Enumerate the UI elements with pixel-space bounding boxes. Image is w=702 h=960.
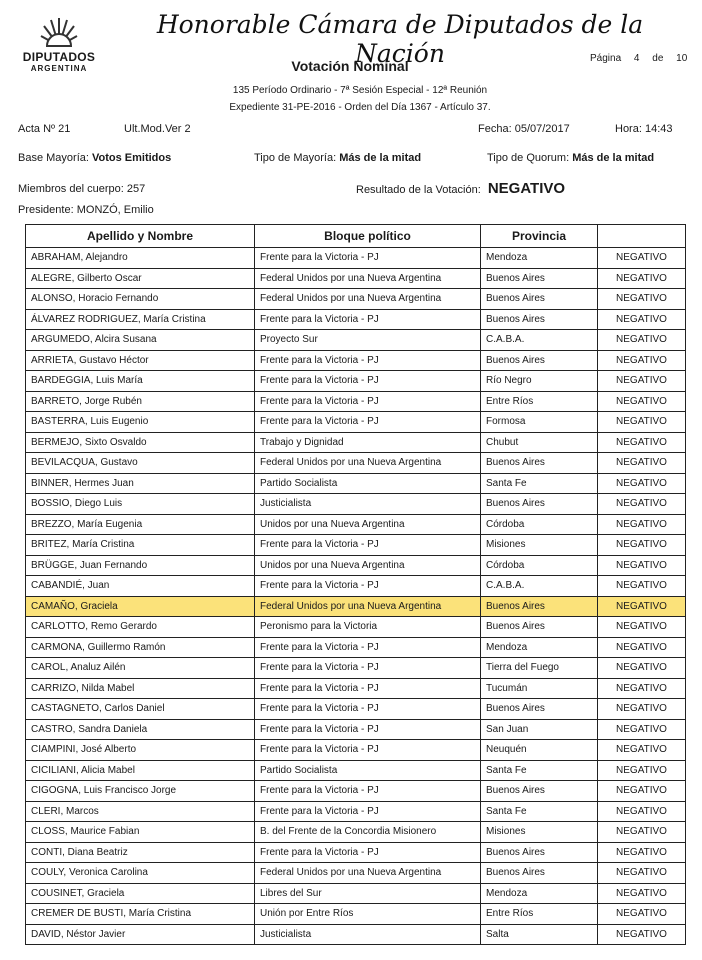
cell-bloque: Trabajo y Dignidad — [255, 432, 481, 453]
table-row — [26, 576, 686, 597]
cell-bloque: Libres del Sur — [255, 883, 481, 904]
table-row — [26, 350, 686, 371]
cell-provincia: Mendoza — [481, 248, 598, 269]
fecha-label: Fecha: — [478, 123, 512, 135]
cell-voto: NEGATIVO — [598, 596, 686, 617]
chamber-name: Honorable Cámara de Diputados de la Nación — [156, 10, 644, 68]
presidente-value: MONZÓ, Emilio — [76, 204, 154, 216]
cell-bloque: Partido Socialista — [255, 473, 481, 494]
table-row — [26, 781, 686, 802]
cell-bloque: Partido Socialista — [255, 760, 481, 781]
cell-bloque: Frente para la Victoria - PJ — [255, 658, 481, 679]
cell-voto: NEGATIVO — [598, 494, 686, 515]
cell-voto: NEGATIVO — [598, 842, 686, 863]
presidente-label: Presidente: — [18, 204, 74, 216]
cell-bloque: Frente para la Victoria - PJ — [255, 842, 481, 863]
cell-nombre: BRÜGGE, Juan Fernando — [26, 555, 255, 576]
cell-provincia: Santa Fe — [481, 473, 598, 494]
table-row — [26, 658, 686, 679]
cell-voto: NEGATIVO — [598, 637, 686, 658]
table-row — [26, 289, 686, 310]
cell-nombre: CARRIZO, Nilda Mabel — [26, 678, 255, 699]
cell-nombre: ABRAHAM, Alejandro — [26, 248, 255, 269]
expediente-info: Expediente 31-PE-2016 - Orden del Día 1367 - Artículo 37. — [229, 102, 491, 113]
table-row — [26, 740, 686, 761]
cell-bloque: Frente para la Victoria - PJ — [255, 535, 481, 556]
tipo-quorum-label: Tipo de Quorum: — [487, 152, 570, 164]
cell-voto: NEGATIVO — [598, 350, 686, 371]
document-title: Votación Nominal — [291, 58, 409, 74]
tipo-quorum-value: Más de la mitad — [572, 152, 655, 164]
cell-voto: NEGATIVO — [598, 822, 686, 843]
cell-provincia: Buenos Aires — [481, 494, 598, 515]
sun-rays-icon — [40, 14, 78, 48]
cell-voto: NEGATIVO — [598, 268, 686, 289]
cell-voto: NEGATIVO — [598, 248, 686, 269]
cell-voto: NEGATIVO — [598, 801, 686, 822]
cell-bloque: Frente para la Victoria - PJ — [255, 678, 481, 699]
cell-provincia: Mendoza — [481, 883, 598, 904]
cell-voto: NEGATIVO — [598, 883, 686, 904]
cell-nombre: CIAMPINI, José Alberto — [26, 740, 255, 761]
acta-number: Acta Nº 21 — [18, 123, 71, 135]
table-row — [26, 555, 686, 576]
table-row — [26, 268, 686, 289]
cell-bloque: Frente para la Victoria - PJ — [255, 412, 481, 433]
cell-nombre: ARRIETA, Gustavo Héctor — [26, 350, 255, 371]
chamber-logo — [14, 14, 104, 76]
miembros-label: Miembros del cuerpo: — [18, 183, 124, 195]
tipo-mayoria — [254, 152, 421, 164]
miembros-value: 257 — [126, 183, 146, 195]
table-row — [26, 514, 686, 535]
table-row — [26, 535, 686, 556]
cell-nombre: CIGOGNA, Luis Francisco Jorge — [26, 781, 255, 802]
cell-nombre: CABANDIÉ, Juan — [26, 576, 255, 597]
cell-voto: NEGATIVO — [598, 289, 686, 310]
cell-bloque: Federal Unidos por una Nueva Argentina — [255, 863, 481, 884]
cell-bloque: Frente para la Victoria - PJ — [255, 248, 481, 269]
cell-provincia: Buenos Aires — [481, 289, 598, 310]
cell-voto: NEGATIVO — [598, 371, 686, 392]
tipo-mayoria-value: Más de la mitad — [339, 152, 422, 164]
cell-voto: NEGATIVO — [598, 330, 686, 351]
cell-provincia: C.A.B.A. — [481, 330, 598, 351]
resultado-label: Resultado de la Votación: — [356, 184, 481, 196]
cell-provincia: Formosa — [481, 412, 598, 433]
cell-provincia: Buenos Aires — [481, 863, 598, 884]
cell-nombre: CREMER DE BUSTI, María Cristina — [26, 904, 255, 925]
header-voto — [598, 225, 686, 248]
cell-voto: NEGATIVO — [598, 535, 686, 556]
logo-text-argentina: ARGENTINA — [30, 64, 88, 73]
cell-voto: NEGATIVO — [598, 904, 686, 925]
table-row — [26, 637, 686, 658]
cell-bloque: Frente para la Victoria - PJ — [255, 740, 481, 761]
table-row — [26, 473, 686, 494]
cell-bloque: Unidos por una Nueva Argentina — [255, 555, 481, 576]
cell-voto: NEGATIVO — [598, 863, 686, 884]
cell-voto: NEGATIVO — [598, 432, 686, 453]
cell-nombre: CICILIANI, Alicia Mabel — [26, 760, 255, 781]
cell-provincia: Chubut — [481, 432, 598, 453]
base-mayoria — [18, 152, 171, 164]
hora — [615, 123, 673, 135]
cell-bloque: Frente para la Victoria - PJ — [255, 699, 481, 720]
cell-voto: NEGATIVO — [598, 699, 686, 720]
cell-voto: NEGATIVO — [598, 678, 686, 699]
cell-voto: NEGATIVO — [598, 658, 686, 679]
presidente — [18, 204, 154, 216]
table-row — [26, 719, 686, 740]
cell-bloque: Peronismo para la Victoria — [255, 617, 481, 638]
cell-provincia: Buenos Aires — [481, 596, 598, 617]
resultado — [356, 180, 565, 197]
cell-nombre: CARMONA, Guillermo Ramón — [26, 637, 255, 658]
cell-provincia: Buenos Aires — [481, 842, 598, 863]
tipo-mayoria-label: Tipo de Mayoría: — [254, 152, 337, 164]
cell-provincia: Santa Fe — [481, 760, 598, 781]
cell-nombre: BEVILACQUA, Gustavo — [26, 453, 255, 474]
table-row — [26, 309, 686, 330]
cell-provincia: Tierra del Fuego — [481, 658, 598, 679]
cell-provincia: Misiones — [481, 822, 598, 843]
cell-provincia: San Juan — [481, 719, 598, 740]
session-info: 135 Período Ordinario - 7ª Sesión Especial - 12ª Reunión — [232, 85, 488, 96]
page-separator: de — [652, 53, 664, 64]
cell-nombre: BRITEZ, María Cristina — [26, 535, 255, 556]
cell-nombre: BARDEGGIA, Luis María — [26, 371, 255, 392]
cell-bloque: Frente para la Victoria - PJ — [255, 371, 481, 392]
resultado-value: NEGATIVO — [487, 180, 566, 197]
cell-bloque: Frente para la Victoria - PJ — [255, 801, 481, 822]
cell-voto: NEGATIVO — [598, 391, 686, 412]
hora-value: 14:43 — [644, 123, 673, 135]
cell-provincia: Buenos Aires — [481, 617, 598, 638]
cell-bloque: Federal Unidos por una Nueva Argentina — [255, 453, 481, 474]
page-indicator — [590, 53, 697, 64]
fecha-value: 05/07/2017 — [514, 123, 570, 135]
cell-provincia: Córdoba — [481, 514, 598, 535]
cell-nombre: CAROL, Analuz Ailén — [26, 658, 255, 679]
cell-provincia: Córdoba — [481, 555, 598, 576]
cell-provincia: Buenos Aires — [481, 781, 598, 802]
cell-voto: NEGATIVO — [598, 719, 686, 740]
table-row — [26, 904, 686, 925]
cell-nombre: COULY, Veronica Carolina — [26, 863, 255, 884]
table-row — [26, 453, 686, 474]
cell-bloque: Justicialista — [255, 924, 481, 945]
cell-bloque: Proyecto Sur — [255, 330, 481, 351]
cell-bloque: Federal Unidos por una Nueva Argentina — [255, 596, 481, 617]
page-total: 10 — [676, 53, 688, 64]
cell-nombre: BOSSIO, Diego Luis — [26, 494, 255, 515]
cell-bloque: Federal Unidos por una Nueva Argentina — [255, 289, 481, 310]
cell-bloque: Frente para la Victoria - PJ — [255, 350, 481, 371]
cell-provincia: Entre Ríos — [481, 391, 598, 412]
cell-bloque: Frente para la Victoria - PJ — [255, 391, 481, 412]
fecha — [478, 123, 570, 135]
cell-bloque: Frente para la Victoria - PJ — [255, 309, 481, 330]
cell-bloque: Frente para la Victoria - PJ — [255, 781, 481, 802]
table-row — [26, 678, 686, 699]
cell-nombre: ALONSO, Horacio Fernando — [26, 289, 255, 310]
table-row — [26, 432, 686, 453]
cell-nombre: BREZZO, María Eugenia — [26, 514, 255, 535]
cell-voto: NEGATIVO — [598, 514, 686, 535]
table-row — [26, 617, 686, 638]
version-info: Ult.Mod.Ver 2 — [124, 123, 191, 135]
cell-nombre: ÁLVAREZ RODRIGUEZ, María Cristina — [26, 309, 255, 330]
table-row — [26, 494, 686, 515]
miembros — [18, 183, 145, 195]
table-row — [26, 924, 686, 945]
cell-voto: NEGATIVO — [598, 617, 686, 638]
table-row — [26, 883, 686, 904]
cell-bloque: Unión por Entre Ríos — [255, 904, 481, 925]
cell-provincia: Salta — [481, 924, 598, 945]
cell-nombre: CLERI, Marcos — [26, 801, 255, 822]
table-row — [26, 760, 686, 781]
cell-provincia: Buenos Aires — [481, 309, 598, 330]
table-row — [26, 596, 686, 617]
cell-bloque: Frente para la Victoria - PJ — [255, 637, 481, 658]
cell-nombre: ARGUMEDO, Alcira Susana — [26, 330, 255, 351]
cell-bloque: B. del Frente de la Concordia Misionero — [255, 822, 481, 843]
table-row — [26, 248, 686, 269]
cell-nombre: COUSINET, Graciela — [26, 883, 255, 904]
cell-bloque: Unidos por una Nueva Argentina — [255, 514, 481, 535]
base-mayoria-value: Votos Emitidos — [91, 152, 172, 164]
page-number: 4 — [633, 53, 640, 64]
cell-bloque: Federal Unidos por una Nueva Argentina — [255, 268, 481, 289]
cell-voto: NEGATIVO — [598, 924, 686, 945]
cell-provincia: Entre Ríos — [481, 904, 598, 925]
cell-voto: NEGATIVO — [598, 453, 686, 474]
cell-voto: NEGATIVO — [598, 473, 686, 494]
table-row — [26, 412, 686, 433]
hora-label: Hora: — [615, 123, 642, 135]
table-row — [26, 822, 686, 843]
cell-provincia: Buenos Aires — [481, 268, 598, 289]
cell-nombre: CLOSS, Maurice Fabian — [26, 822, 255, 843]
base-mayoria-label: Base Mayoría: — [18, 152, 89, 164]
cell-nombre: CAMAÑO, Graciela — [26, 596, 255, 617]
cell-provincia: Mendoza — [481, 637, 598, 658]
table-row — [26, 371, 686, 392]
cell-nombre: DAVID, Néstor Javier — [26, 924, 255, 945]
header-nombre: Apellido y Nombre — [26, 225, 255, 248]
cell-provincia: Santa Fe — [481, 801, 598, 822]
header-bloque: Bloque político — [255, 225, 481, 248]
cell-nombre: CARLOTTO, Remo Gerardo — [26, 617, 255, 638]
cell-provincia: Neuquén — [481, 740, 598, 761]
cell-nombre: BASTERRA, Luis Eugenio — [26, 412, 255, 433]
vote-table — [25, 224, 686, 945]
cell-bloque: Frente para la Victoria - PJ — [255, 576, 481, 597]
cell-nombre: BINNER, Hermes Juan — [26, 473, 255, 494]
table-row — [26, 391, 686, 412]
cell-voto: NEGATIVO — [598, 576, 686, 597]
cell-voto: NEGATIVO — [598, 309, 686, 330]
table-row — [26, 801, 686, 822]
table-row — [26, 863, 686, 884]
table-row — [26, 842, 686, 863]
cell-nombre: CASTRO, Sandra Daniela — [26, 719, 255, 740]
cell-voto: NEGATIVO — [598, 412, 686, 433]
table-header-row — [26, 225, 686, 248]
cell-voto: NEGATIVO — [598, 555, 686, 576]
cell-bloque: Justicialista — [255, 494, 481, 515]
cell-provincia: Río Negro — [481, 371, 598, 392]
cell-nombre: BARRETO, Jorge Rubén — [26, 391, 255, 412]
cell-bloque: Frente para la Victoria - PJ — [255, 719, 481, 740]
cell-provincia: Tucumán — [481, 678, 598, 699]
page-label: Página — [590, 53, 622, 64]
header-provincia: Provincia — [481, 225, 598, 248]
tipo-quorum — [487, 152, 654, 164]
cell-voto: NEGATIVO — [598, 740, 686, 761]
table-row — [26, 699, 686, 720]
cell-nombre: ALEGRE, Gilberto Oscar — [26, 268, 255, 289]
logo-text-diputados: DIPUTADOS — [22, 50, 96, 64]
cell-provincia: Misiones — [481, 535, 598, 556]
cell-provincia: Buenos Aires — [481, 699, 598, 720]
cell-provincia: C.A.B.A. — [481, 576, 598, 597]
table-row — [26, 330, 686, 351]
cell-nombre: BERMEJO, Sixto Osvaldo — [26, 432, 255, 453]
cell-provincia: Buenos Aires — [481, 453, 598, 474]
cell-nombre: CONTI, Diana Beatriz — [26, 842, 255, 863]
cell-voto: NEGATIVO — [598, 760, 686, 781]
cell-provincia: Buenos Aires — [481, 350, 598, 371]
cell-voto: NEGATIVO — [598, 781, 686, 802]
cell-nombre: CASTAGNETO, Carlos Daniel — [26, 699, 255, 720]
